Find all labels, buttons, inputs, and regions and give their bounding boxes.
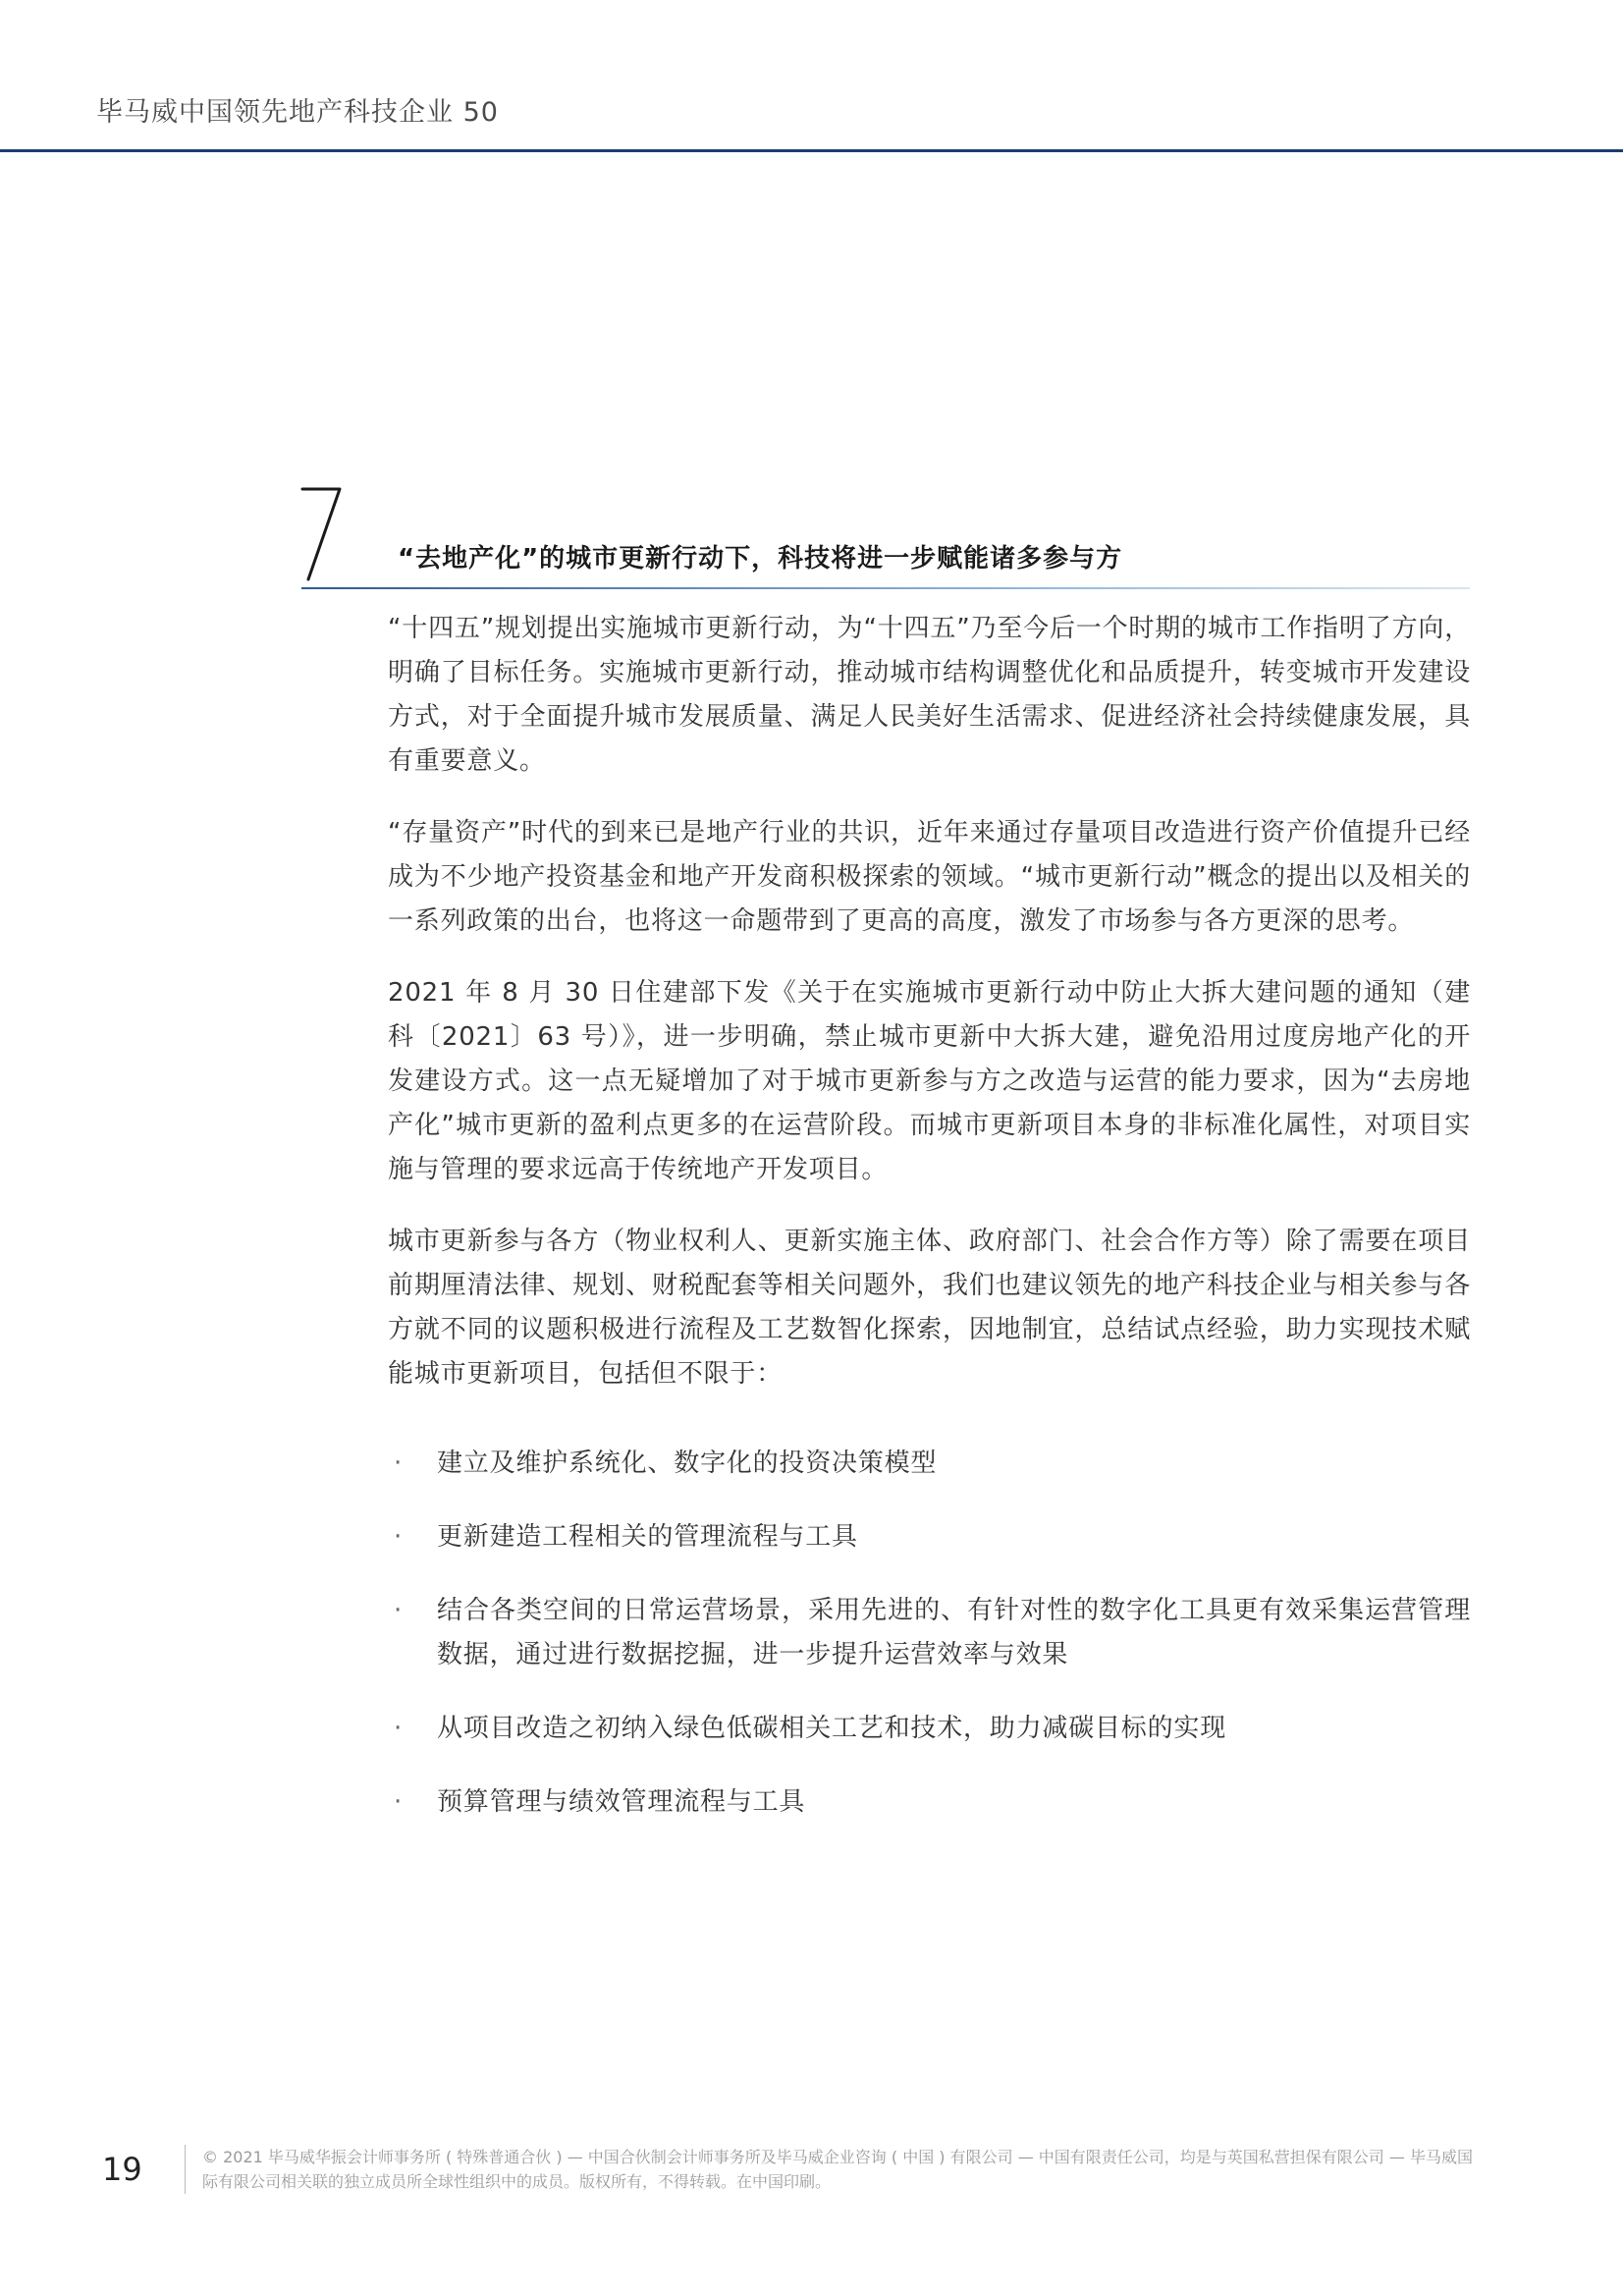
bullet-marker: · [394,1449,404,1478]
paragraph: 城市更新参与各方（物业权利人、更新实施主体、政府部门、社会合作方等）除了需要在项目前期厘清法律、规划、财税配套等相关问题外，我们也建议领先的地产科技企业与相关参与各方就不同的议题积极进行流程及工艺数智化探索，因地制宜，总结试点经验，助力实现技术赋能城市更新项目，包括但不限于： [388,1227,1471,1389]
section-heading-divider [301,587,1470,589]
list-item-text: 建立及维护系统化、数字化的投资决策模型 [437,1449,938,1478]
list-item-text: 从项目改造之初纳入绿色低碳相关工艺和技术，助力减碳目标的实现 [437,1714,1227,1743]
paragraph: “十四五”规划提出实施城市更新行动，为“十四五”乃至今后一个时期的城市工作指明了方向，明确了目标任务。实施城市更新行动，推动城市结构调整优化和品质提升，转变城市开发建设方式，对于全面提升城市发展质量、满足人民美好生活需求、促进经济社会持续健康发展，具有重要意义。 [388,614,1471,776]
bullet-marker: · [394,1714,404,1743]
report-header-title: 毕马威中国领先地产科技企业 50 [96,97,499,128]
paragraph: “存量资产”时代的到来已是地产行业的共识，近年来通过存量项目改造进行资产价值提升已经成为不少地产投资基金和地产开发商积极探索的领域。“城市更新行动”概念的提出以及相关的一系列政策的出台，也将这一命题带到了更高的高度，激发了市场参与各方更深的思考。 [388,818,1471,936]
list-item-text: 结合各类空间的日常运营场景，采用先进的、有针对性的数字化工具更有效采集运营管理数据，通过进行数据挖掘，进一步提升运营效率与效果 [437,1596,1471,1669]
section-heading: “去地产化”的城市更新行动下，科技将进一步赋能诸多参与方 [398,544,1123,574]
list-item-text: 预算管理与绩效管理流程与工具 [437,1787,806,1817]
footer-divider [185,2145,186,2194]
copyright-notice: © 2021 毕马威华振会计师事务所 ( 特殊普通合伙 ) — 中国合伙制会计师事务所及毕马威企业咨询 ( 中国 ) 有限公司 — 中国有限责任公司，均是与英国私营担保有限公司 — 毕马威国际有限公司相关联的独立成员所全球性组织中的成员。版权所有，不得转载。在中国印刷。 [202,2148,1473,2191]
list-item [388,1442,1471,1486]
paragraph: 2021 年 8 月 30 日住建部下发《关于在实施城市更新行动中防止大拆大建问题的通知（建科〔2021〕63 号）》，进一步明确，禁止城市更新中大拆大建，避免沿用过度房地产化的开发建设方式。这一点无疑增加了对于城市更新参与方之改造与运营的能力要求，因为“去房地产化”城市更新的盈利点更多的在运营阶段。而城市更新项目本身的非标准化属性，对项目实施与管理的要求远高于传统地产开发项目。 [388,978,1471,1184]
page-number: 19 [102,2151,142,2188]
list-item [388,1515,1471,1559]
list-item [388,1589,1471,1677]
list-item [388,1707,1471,1751]
list-item [388,1780,1471,1825]
section-body [388,607,1471,1854]
bullet-marker: · [394,1522,404,1552]
bullet-marker: · [394,1787,404,1817]
list-item-text: 更新建造工程相关的管理流程与工具 [437,1522,858,1552]
bullet-list [388,1442,1471,1825]
header-divider [0,149,1623,152]
section-number [295,477,350,585]
bullet-marker: · [394,1596,404,1625]
